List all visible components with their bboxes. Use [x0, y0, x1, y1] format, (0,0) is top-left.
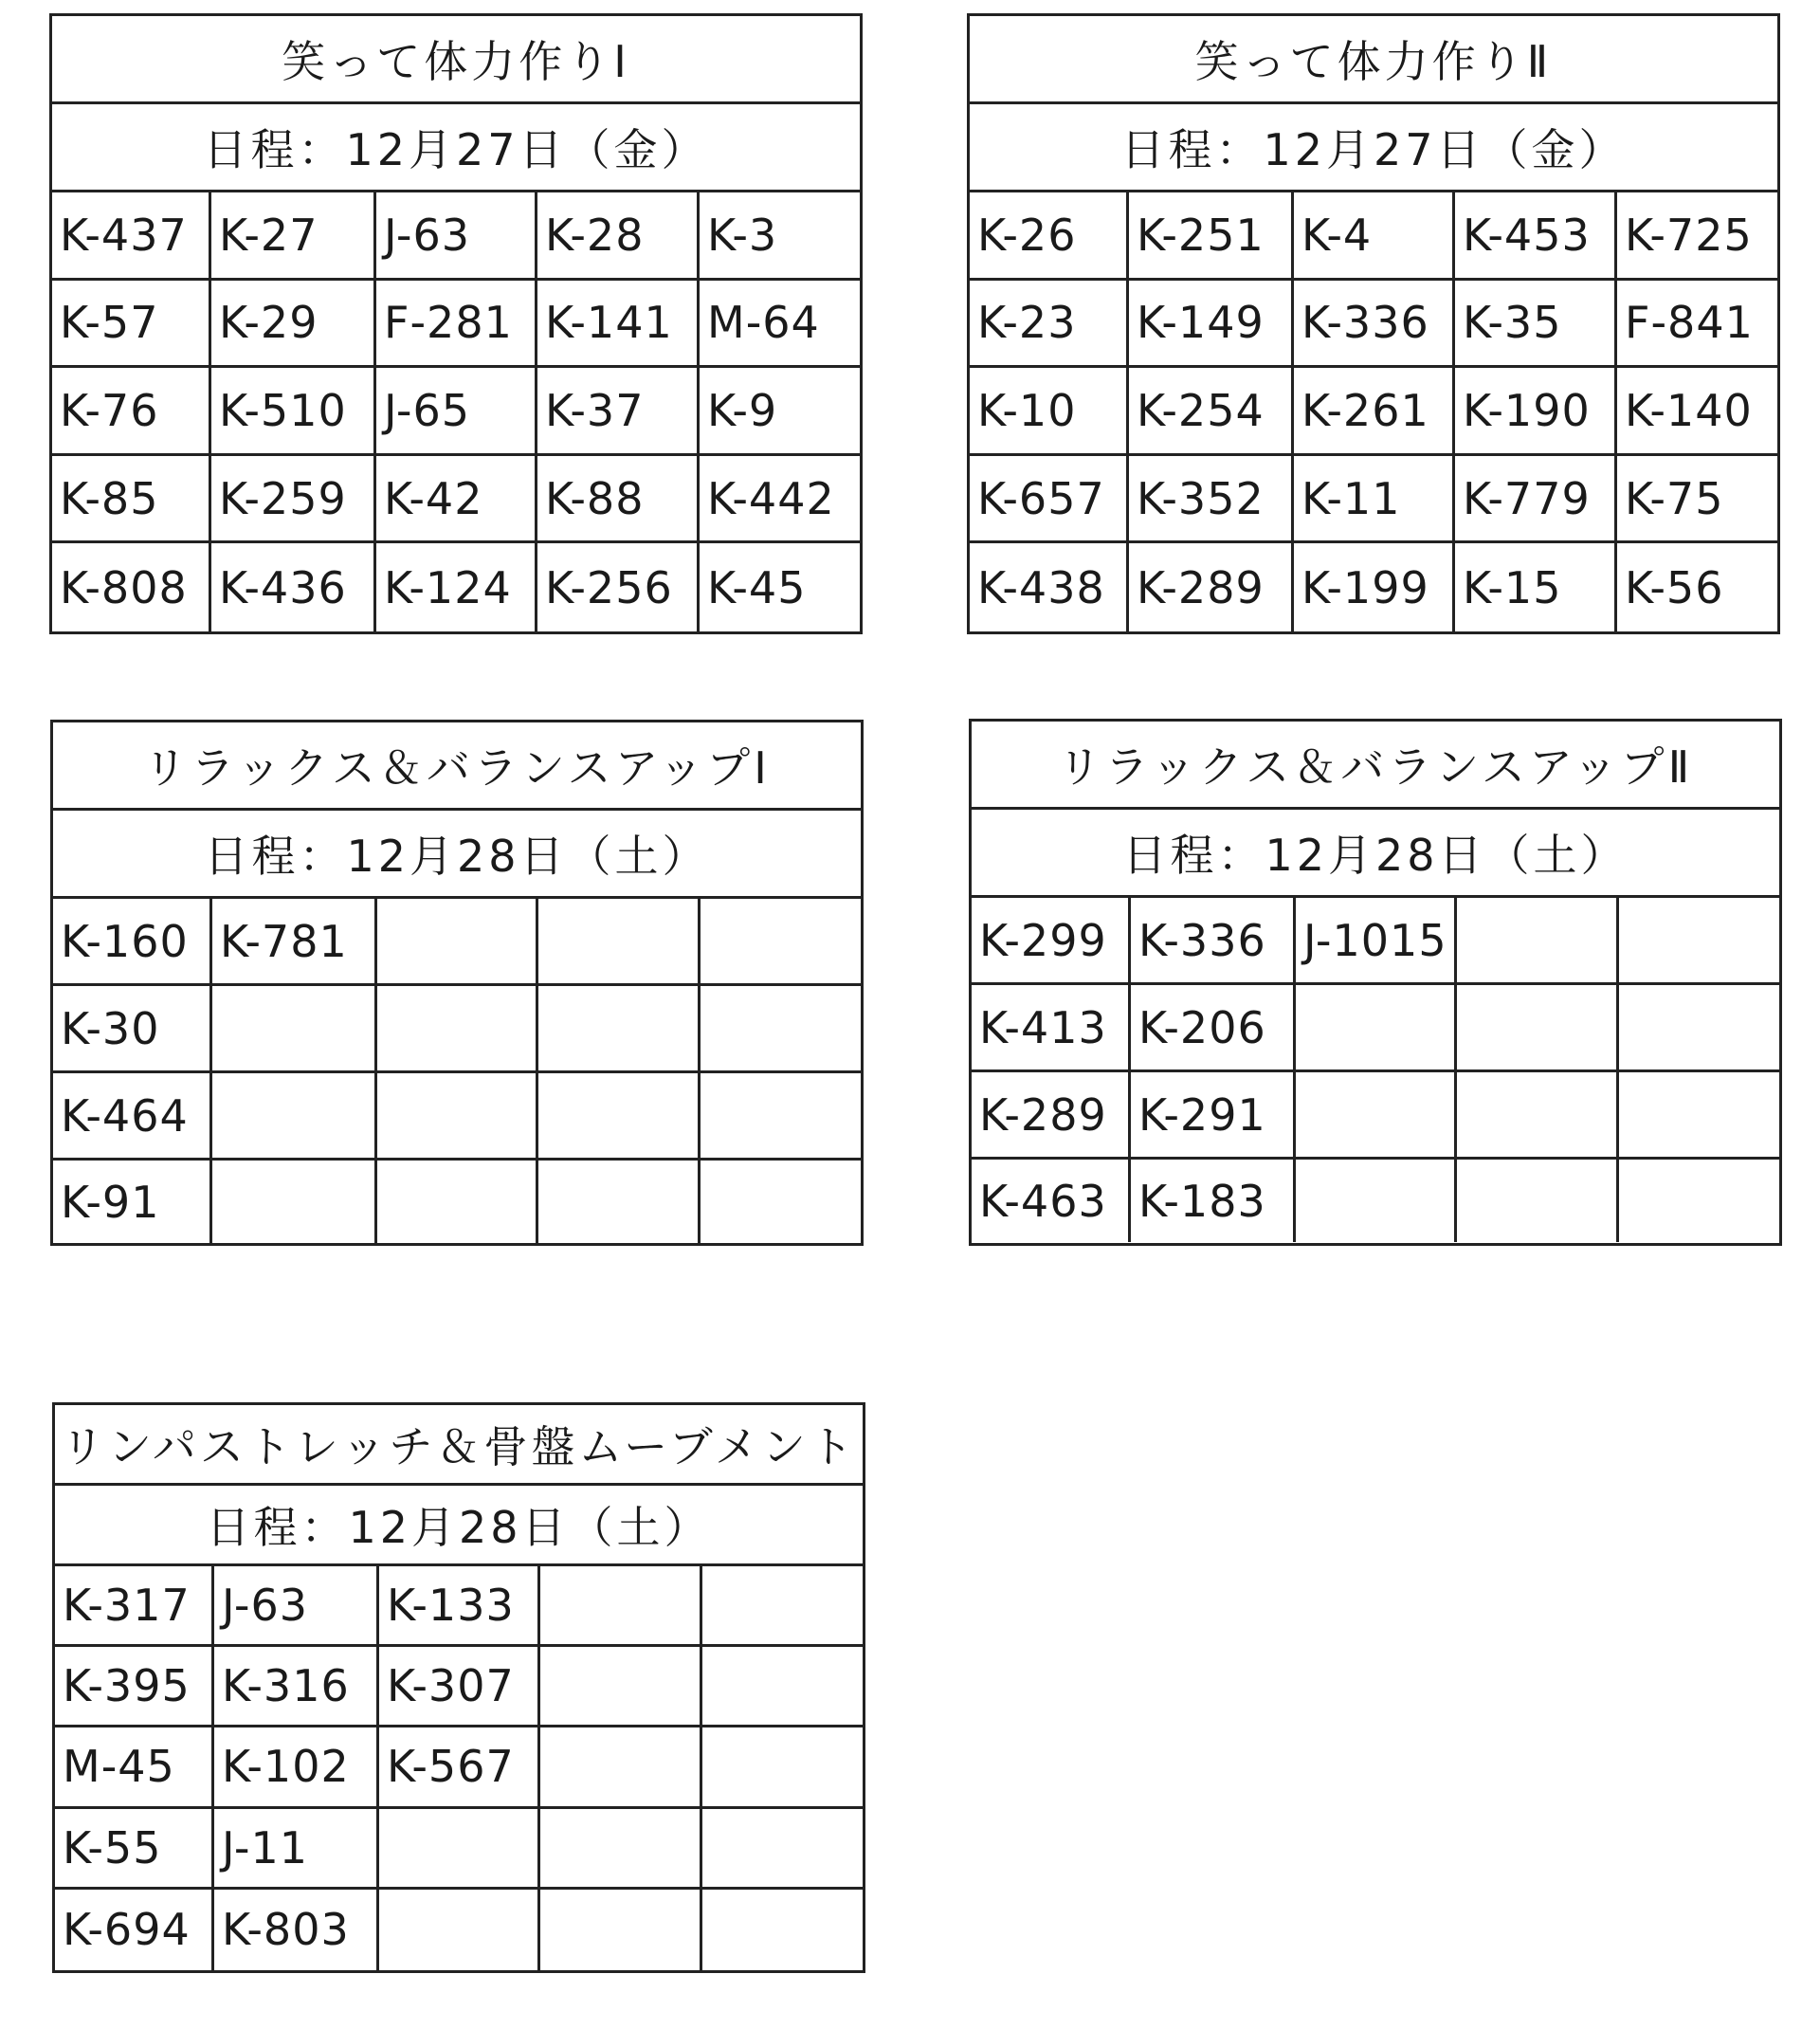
class-title: リラックス＆バランスアップⅠ: [53, 722, 861, 811]
empty-cell: [1619, 1160, 1779, 1242]
class-table-relax-balance-2: [969, 719, 1782, 1246]
participant-id-cell: K-88: [537, 456, 700, 544]
empty-cell: [702, 1566, 863, 1647]
empty-cell: [1457, 1160, 1619, 1242]
participant-id-cell: K-42: [376, 456, 537, 544]
participant-grid: [52, 192, 860, 631]
participant-id-cell: K-781: [212, 899, 377, 986]
participant-id-cell: F-841: [1617, 281, 1777, 369]
participant-id-cell: J-65: [376, 368, 537, 456]
participant-id-cell: K-149: [1129, 281, 1294, 369]
participant-id-cell: K-299: [972, 898, 1131, 985]
participant-id-cell: K-316: [214, 1647, 379, 1727]
participant-id-cell: K-725: [1617, 192, 1777, 281]
empty-cell: [212, 1161, 377, 1243]
participant-id-cell: K-76: [52, 368, 211, 456]
empty-cell: [1296, 1072, 1457, 1160]
participant-id-cell: F-281: [376, 281, 537, 369]
participant-id-cell: K-261: [1294, 368, 1455, 456]
participant-id-cell: K-438: [970, 543, 1129, 631]
empty-cell: [540, 1647, 702, 1727]
participant-id-cell: K-254: [1129, 368, 1294, 456]
participant-id-cell: K-336: [1294, 281, 1455, 369]
empty-cell: [212, 1073, 377, 1161]
participant-id-cell: K-206: [1131, 985, 1296, 1072]
empty-cell: [538, 986, 701, 1073]
class-schedule: 日程：12月28日（土）: [53, 811, 861, 899]
participant-id-cell: K-808: [52, 543, 211, 631]
participant-id-cell: K-140: [1617, 368, 1777, 456]
class-title: リンパストレッチ＆骨盤ムーブメント: [55, 1405, 863, 1486]
empty-cell: [540, 1727, 702, 1808]
class-title: 笑って体力作りⅡ: [970, 16, 1777, 104]
participant-id-cell: K-133: [379, 1566, 540, 1647]
empty-cell: [377, 899, 538, 986]
participant-id-cell: K-453: [1455, 192, 1617, 281]
participant-id-cell: K-436: [211, 543, 376, 631]
participant-id-cell: M-64: [700, 281, 860, 369]
participant-id-cell: K-437: [52, 192, 211, 281]
participant-id-cell: K-336: [1131, 898, 1296, 985]
empty-cell: [702, 1727, 863, 1808]
class-title: リラックス＆バランスアップⅡ: [972, 722, 1779, 810]
participant-id-cell: K-291: [1131, 1072, 1296, 1160]
participant-id-cell: J-11: [214, 1809, 379, 1890]
participant-id-cell: K-26: [970, 192, 1129, 281]
class-schedule: 日程：12月27日（金）: [52, 104, 860, 192]
participant-id-cell: K-9: [700, 368, 860, 456]
participant-id-cell: K-4: [1294, 192, 1455, 281]
participant-id-cell: K-35: [1455, 281, 1617, 369]
participant-id-cell: J-63: [376, 192, 537, 281]
empty-cell: [377, 1073, 538, 1161]
participant-id-cell: K-29: [211, 281, 376, 369]
participant-id-cell: M-45: [55, 1727, 214, 1808]
empty-cell: [379, 1890, 540, 1970]
empty-cell: [701, 986, 861, 1073]
empty-cell: [377, 1161, 538, 1243]
empty-cell: [1296, 1160, 1457, 1242]
participant-id-cell: K-56: [1625, 561, 1724, 613]
class-table-lymph-stretch: [52, 1402, 865, 1973]
participant-id-cell: K-442: [700, 456, 860, 544]
participant-id-cell: K-395: [55, 1647, 214, 1727]
class-table-relax-balance-1: [50, 720, 864, 1246]
participant-id-cell: K-510: [211, 368, 376, 456]
participant-id-cell: K-289: [972, 1072, 1131, 1160]
class-table-warai-1: [49, 13, 863, 634]
empty-cell: [702, 1809, 863, 1890]
participant-id-cell: K-259: [211, 456, 376, 544]
empty-cell: [1619, 1072, 1779, 1160]
empty-cell: [1457, 898, 1619, 985]
empty-cell: [701, 1161, 861, 1243]
empty-cell: [1457, 1072, 1619, 1160]
participant-id-cell: K-23: [970, 281, 1129, 369]
participant-id-cell: K-57: [52, 281, 211, 369]
participant-id-cell: K-413: [972, 985, 1131, 1072]
participant-id-cell: K-160: [53, 899, 212, 986]
empty-cell: [540, 1809, 702, 1890]
empty-cell: [1457, 985, 1619, 1072]
participant-id-cell: K-124: [376, 543, 537, 631]
participant-id-cell: K-10: [970, 368, 1129, 456]
participant-id-cell: K-567: [379, 1727, 540, 1808]
empty-cell: [377, 986, 538, 1073]
empty-cell: [1296, 985, 1457, 1072]
empty-cell: [701, 1073, 861, 1161]
empty-cell: [212, 986, 377, 1073]
participant-id-cell: K-141: [537, 281, 700, 369]
participant-id-cell: K-183: [1131, 1160, 1296, 1242]
empty-cell: [538, 1073, 701, 1161]
participant-id-cell: K-199: [1294, 543, 1455, 631]
participant-id-cell: K-317: [55, 1566, 214, 1647]
participant-id-cell: K-190: [1455, 368, 1617, 456]
empty-cell: [538, 1161, 701, 1243]
participant-id-cell: K-102: [214, 1727, 379, 1808]
participant-id-cell: K-75: [1617, 456, 1777, 544]
empty-cell: [540, 1566, 702, 1647]
participant-grid: [55, 1566, 863, 1970]
participant-grid: [970, 192, 1777, 631]
participant-id-cell: K-55: [55, 1809, 214, 1890]
empty-cell: [702, 1890, 863, 1970]
participant-id-cell: K-463: [972, 1160, 1131, 1242]
participant-id-cell: K-30: [53, 986, 212, 1073]
participant-id-cell: K-45: [707, 561, 807, 613]
participant-id-cell: K-779: [1455, 456, 1617, 544]
participant-id-cell: K-289: [1129, 543, 1294, 631]
participant-id-cell: K-464: [53, 1073, 212, 1161]
participant-id-cell: K-37: [537, 368, 700, 456]
participant-id-cell: K-307: [379, 1647, 540, 1727]
participant-id-cell: K-694: [55, 1890, 214, 1970]
empty-cell: [540, 1890, 702, 1970]
class-schedule: 日程：12月28日（土）: [55, 1486, 863, 1566]
participant-grid: [972, 898, 1779, 1242]
class-title: 笑って体力作りⅠ: [52, 16, 860, 104]
participant-id-cell: K-85: [52, 456, 211, 544]
participant-id-cell: K-352: [1129, 456, 1294, 544]
participant-id-cell: J-1015: [1296, 898, 1457, 985]
participant-id-cell: K-657: [970, 456, 1129, 544]
empty-cell: [379, 1809, 540, 1890]
empty-cell: [1619, 898, 1779, 985]
class-schedule: 日程：12月28日（土）: [972, 810, 1779, 898]
class-schedule: 日程：12月27日（金）: [970, 104, 1777, 192]
participant-id-cell: K-251: [1129, 192, 1294, 281]
participant-id-cell: K-3: [700, 192, 860, 281]
participant-id-cell: K-11: [1294, 456, 1455, 544]
participant-id-cell: J-63: [214, 1566, 379, 1647]
participant-id-cell: K-15: [1455, 543, 1617, 631]
participant-id-cell: K-256: [537, 543, 700, 631]
empty-cell: [702, 1647, 863, 1727]
participant-id-cell: K-91: [53, 1161, 212, 1243]
empty-cell: [538, 899, 701, 986]
class-table-warai-2: [967, 13, 1780, 634]
empty-cell: [701, 899, 861, 986]
participant-id-cell: K-27: [211, 192, 376, 281]
participant-id-cell: K-803: [214, 1890, 379, 1970]
empty-cell: [1619, 985, 1779, 1072]
participant-id-cell: K-28: [537, 192, 700, 281]
participant-grid: [53, 899, 861, 1243]
